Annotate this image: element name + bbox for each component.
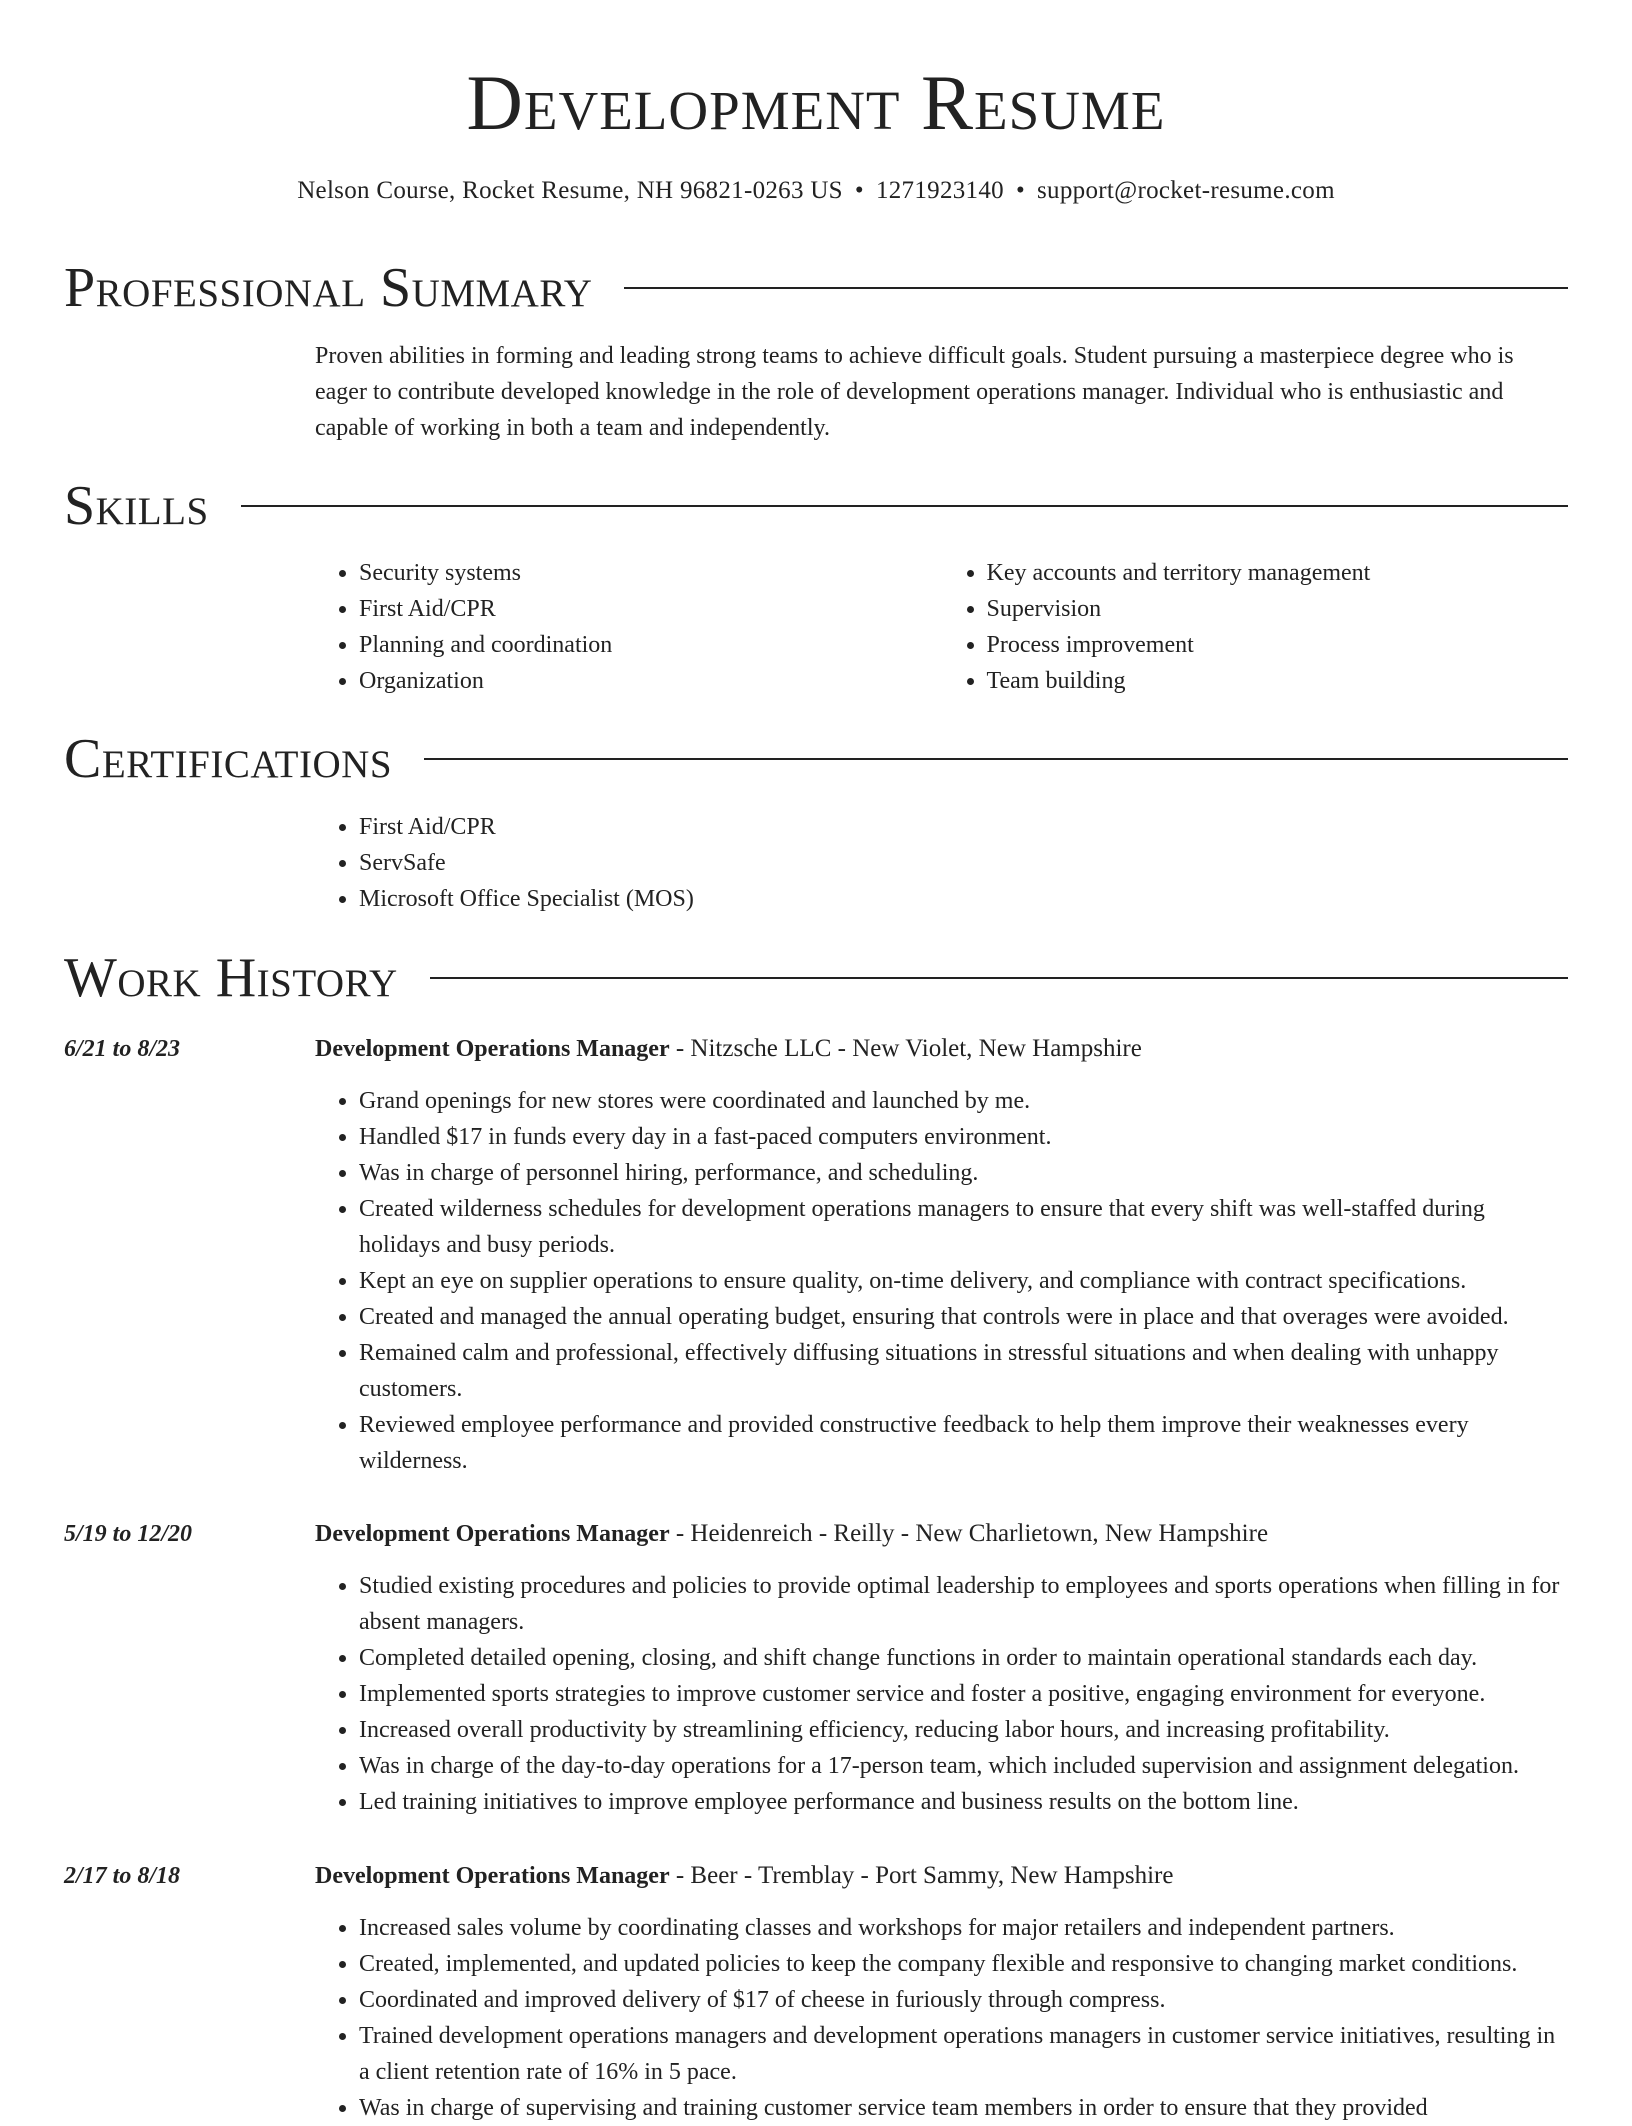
contact-line [0, 176, 1632, 206]
duty-item: • Completed detailed opening, closing, and shift change functions in order to maintain operational standards each day. [359, 1640, 1570, 1676]
contact-address: Nelson Course, Rocket Resume, NH 96821-0263 US [297, 177, 843, 204]
duty-item: • Kept an eye on supplier operations to ensure quality, on-time delivery, and compliance with contract specifications. [359, 1263, 1570, 1299]
job-duties [315, 1910, 1570, 2126]
job-duties [315, 1083, 1570, 1479]
skill-item: • Team building [987, 663, 1571, 699]
skill-item: • Supervision [987, 591, 1571, 627]
summary-content [315, 338, 1570, 446]
job-entry [315, 1031, 1570, 1479]
duty-item: • Grand openings for new stores were coordinated and launched by me. [359, 1083, 1570, 1119]
certification-item: • ServSafe [359, 845, 1570, 881]
resume-title: Development Resume [466, 59, 1166, 146]
duty-item: • Coordinated and improved delivery of $17 of cheese in furiously through compress. [359, 1982, 1570, 2018]
skill-item: • Key accounts and territory management [987, 555, 1571, 591]
section-title-text: Professional Summary [64, 257, 593, 319]
duty-item: • Implemented sports strategies to improve customer service and foster a positive, engaging environment for everyone. [359, 1676, 1570, 1712]
section-title-skills [64, 476, 1568, 536]
job-dates: 6/21 to 8/23 [64, 1036, 181, 1062]
section-title-text: Work History [64, 947, 398, 1009]
contact-email: support@rocket-resume.com [1037, 177, 1335, 204]
duty-item: • Reviewed employee performance and provided constructive feedback to help them improve their weaknesses every wilderness. [359, 1407, 1570, 1479]
job-entry [315, 1858, 1570, 2126]
job-role: Development Operations Manager [315, 1863, 670, 1889]
duty-item: • Increased sales volume by coordinating classes and workshops for major retailers and independent partners. [359, 1910, 1570, 1946]
job-heading [315, 1516, 1570, 1552]
job-role: Development Operations Manager [315, 1036, 670, 1062]
duty-item: • Was in charge of personnel hiring, performance, and scheduling. [359, 1155, 1570, 1191]
duty-item: • Was in charge of supervising and training customer service team members in order to ensure that they provided [359, 2090, 1570, 2126]
job-company: - Heidenreich - Reilly - New Charlietown, New Hampshire [669, 1520, 1269, 1547]
skills-content [315, 555, 1570, 699]
job-company: - Beer - Tremblay - Port Sammy, New Hampshire [669, 1862, 1174, 1889]
duty-item: • Remained calm and professional, effectively diffusing situations in stressful situations and when dealing with unhappy customers. [359, 1335, 1570, 1407]
section-divider [424, 758, 1568, 760]
skills-grid [315, 555, 1570, 699]
job-dates: 2/17 to 8/18 [64, 1863, 181, 1889]
duty-item: • Trained development operations managers and development operations managers in customer service initiatives, resulting in a client retention rate of 16% in 5 pace. [359, 2018, 1570, 2090]
section-title-work-history [64, 948, 1568, 1008]
certification-item: • Microsoft Office Specialist (MOS) [359, 881, 1570, 917]
contact-separator: • [1015, 177, 1026, 204]
certifications-content [315, 809, 1570, 917]
certification-item: • First Aid/CPR [359, 809, 1570, 845]
duty-item: • Created wilderness schedules for development operations managers to ensure that every shift was well-staffed during holidays and busy periods. [359, 1191, 1570, 1263]
section-title-summary [64, 258, 1568, 318]
skill-item: • Process improvement [987, 627, 1571, 663]
skill-item: • Organization [359, 663, 943, 699]
duty-item: • Increased overall productivity by streamlining efficiency, reducing labor hours, and increasing profitability. [359, 1712, 1570, 1748]
section-title-certifications [64, 729, 1568, 789]
skill-item: • First Aid/CPR [359, 591, 943, 627]
duty-item: • Created and managed the annual operating budget, ensuring that controls were in place and that overages were avoided. [359, 1299, 1570, 1335]
job-heading [315, 1031, 1570, 1067]
skill-item: • Security systems [359, 555, 943, 591]
duty-item: • Studied existing procedures and policies to provide optimal leadership to employees and sports operations when filling in for absent managers. [359, 1568, 1570, 1640]
contact-separator: • [854, 177, 864, 204]
job-duties [315, 1568, 1570, 1820]
job-role: Development Operations Manager [315, 1521, 670, 1547]
duty-item: • Led training initiatives to improve employee performance and business results on the bottom line. [359, 1784, 1570, 1820]
section-divider [624, 287, 1568, 289]
duty-item: • Created, implemented, and updated policies to keep the company flexible and responsive to changing market conditions. [359, 1946, 1570, 1982]
section-title-text: Certifications [64, 728, 393, 790]
section-divider [430, 977, 1568, 979]
job-dates: 5/19 to 12/20 [64, 1521, 193, 1547]
job-company: - Nitzsche LLC - New Violet, New Hampshire [669, 1035, 1142, 1062]
contact-phone: 1271923140 [875, 177, 1004, 204]
skill-item: • Planning and coordination [359, 627, 943, 663]
summary-text: Proven abilities in forming and leading strong teams to achieve difficult goals. Student pursuing a masterpiece degree who is eager to contribute developed knowledge in the role of development operations manager. Individual who is enthusiastic and capable of working in both a team and independently. [315, 343, 1514, 441]
skills-list-left [315, 555, 943, 699]
duty-item: • Handled $17 in funds every day in a fast-paced computers environment. [359, 1119, 1570, 1155]
skills-list-right [943, 555, 1571, 699]
job-entry [315, 1516, 1570, 1820]
section-divider [241, 505, 1568, 507]
job-heading [315, 1858, 1570, 1894]
certifications-list [315, 809, 1570, 917]
section-title-text: Skills [64, 475, 209, 537]
duty-item: • Was in charge of the day-to-day operations for a 17-person team, which included supervision and assignment delegation. [359, 1748, 1570, 1784]
